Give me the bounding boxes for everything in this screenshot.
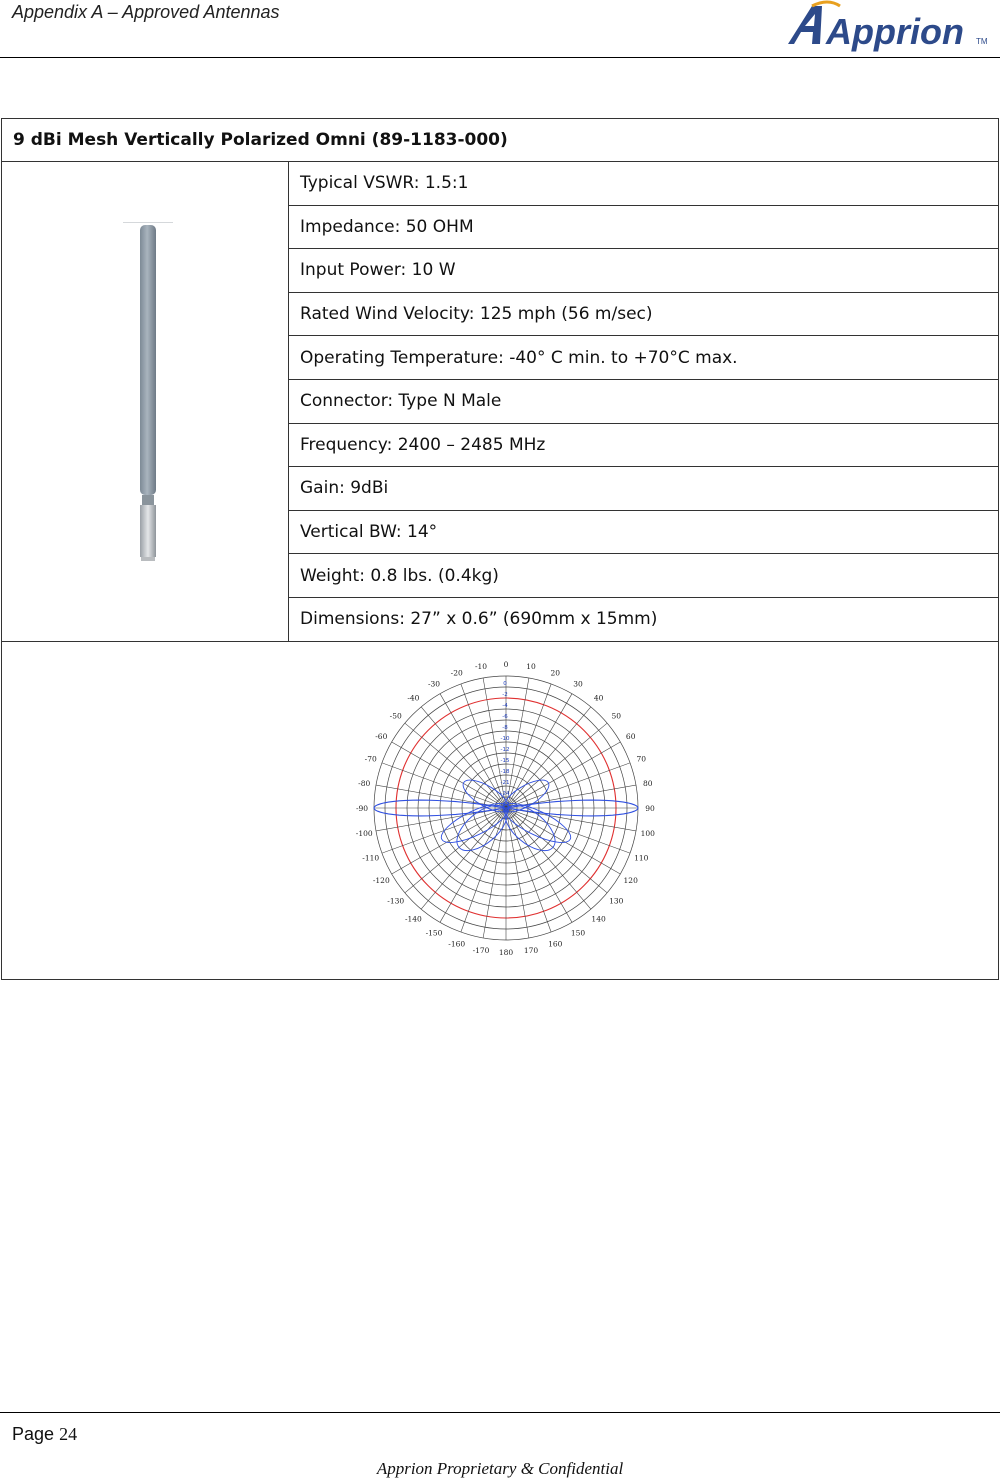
angle-label: -80 — [357, 778, 370, 788]
footer-divider — [0, 1412, 1000, 1413]
spec-row: Vertical BW: 14° — [289, 510, 999, 554]
spec-row: Operating Temperature: -40° C min. to +70°C max. — [289, 336, 999, 380]
ring-label: -24 — [500, 790, 509, 797]
ring-label: -10 — [500, 735, 509, 742]
spec-row: Weight: 0.8 lbs. (0.4kg) — [289, 554, 999, 598]
logo-wordmark: Apprion — [826, 11, 964, 52]
angle-label: 90 — [644, 803, 655, 813]
angle-label: -70 — [364, 754, 377, 764]
angle-label: 130 — [608, 896, 623, 906]
ring-label: -27 — [500, 801, 509, 808]
header-title: Appendix A – Approved Antennas — [12, 2, 280, 22]
page-label: Page — [12, 1424, 55, 1444]
angle-label: 70 — [636, 754, 646, 764]
angle-label: 40 — [593, 693, 603, 703]
angle-label: -10 — [474, 661, 487, 671]
spec-row: Dimensions: 27” x 0.6” (690mm x 15mm) — [289, 597, 999, 641]
header-divider — [0, 57, 1000, 58]
angle-label: 180 — [498, 947, 513, 957]
apprion-logo — [768, 0, 994, 58]
logo-trademark: TM — [976, 37, 988, 46]
confidentiality-notice: Apprion Proprietary & Confidential — [376, 1459, 624, 1478]
radiation-pattern-cell — [2, 641, 999, 979]
angle-label: 30 — [572, 678, 583, 688]
spec-row: Input Power: 10 W — [289, 249, 999, 293]
angle-label: -170 — [472, 945, 489, 955]
angle-label: -60 — [374, 731, 387, 741]
spec-row: Gain: 9dBi — [289, 467, 999, 511]
spec-row: Rated Wind Velocity: 125 mph (56 m/sec) — [289, 292, 999, 336]
angle-label: 60 — [625, 731, 635, 741]
spec-row: Connector: Type N Male — [289, 379, 999, 423]
angle-label: 0 — [503, 659, 508, 669]
antenna-image-cell — [2, 162, 289, 642]
angle-label: -110 — [361, 852, 379, 862]
spec-row: Impedance: 50 OHM — [289, 205, 999, 249]
angle-label: -20 — [450, 668, 463, 678]
angle-label: 100 — [640, 828, 655, 838]
antenna-spec-table — [1, 118, 999, 980]
angle-label: -100 — [355, 828, 373, 838]
omni-antenna-icon — [121, 219, 181, 579]
ring-label: -2 — [501, 691, 508, 698]
angle-label: -130 — [386, 896, 404, 906]
angle-label: 110 — [633, 852, 648, 862]
angle-label: 20 — [550, 668, 560, 678]
table-title: 9 dBi Mesh Vertically Polarized Omni (89-1183-000) — [2, 119, 999, 162]
ring-label: -6 — [501, 713, 508, 720]
angle-label: -50 — [389, 710, 402, 720]
ring-label: -12 — [500, 746, 509, 753]
ring-label: -21 — [500, 779, 509, 786]
angle-label: 160 — [547, 938, 562, 948]
page-number — [12, 1424, 77, 1445]
angle-label: 150 — [570, 928, 585, 938]
angle-label: 50 — [611, 710, 621, 720]
ring-label: -4 — [501, 702, 508, 709]
angle-label: -140 — [404, 913, 422, 923]
ring-label: 0 — [502, 680, 507, 687]
angle-label: -40 — [406, 693, 419, 703]
angle-label: -90 — [355, 803, 368, 813]
angle-label: 170 — [523, 945, 538, 955]
ring-label: -18 — [500, 768, 509, 775]
angle-label: -30 — [427, 678, 440, 688]
angle-label: 120 — [623, 875, 638, 885]
angle-label: 80 — [642, 778, 653, 788]
radiation-pattern-chart — [326, 643, 686, 973]
angle-label: -120 — [372, 875, 390, 885]
angle-label: -150 — [425, 928, 442, 938]
angle-label: 10 — [525, 661, 536, 671]
angle-label: 140 — [590, 913, 606, 923]
spec-row: Frequency: 2400 – 2485 MHz — [289, 423, 999, 467]
page-number-value: 24 — [59, 1424, 78, 1444]
ring-label: -15 — [500, 757, 509, 764]
spec-row: Typical VSWR: 1.5:1 — [289, 162, 999, 206]
ring-label: -8 — [501, 724, 508, 731]
angle-label: -160 — [447, 938, 465, 948]
